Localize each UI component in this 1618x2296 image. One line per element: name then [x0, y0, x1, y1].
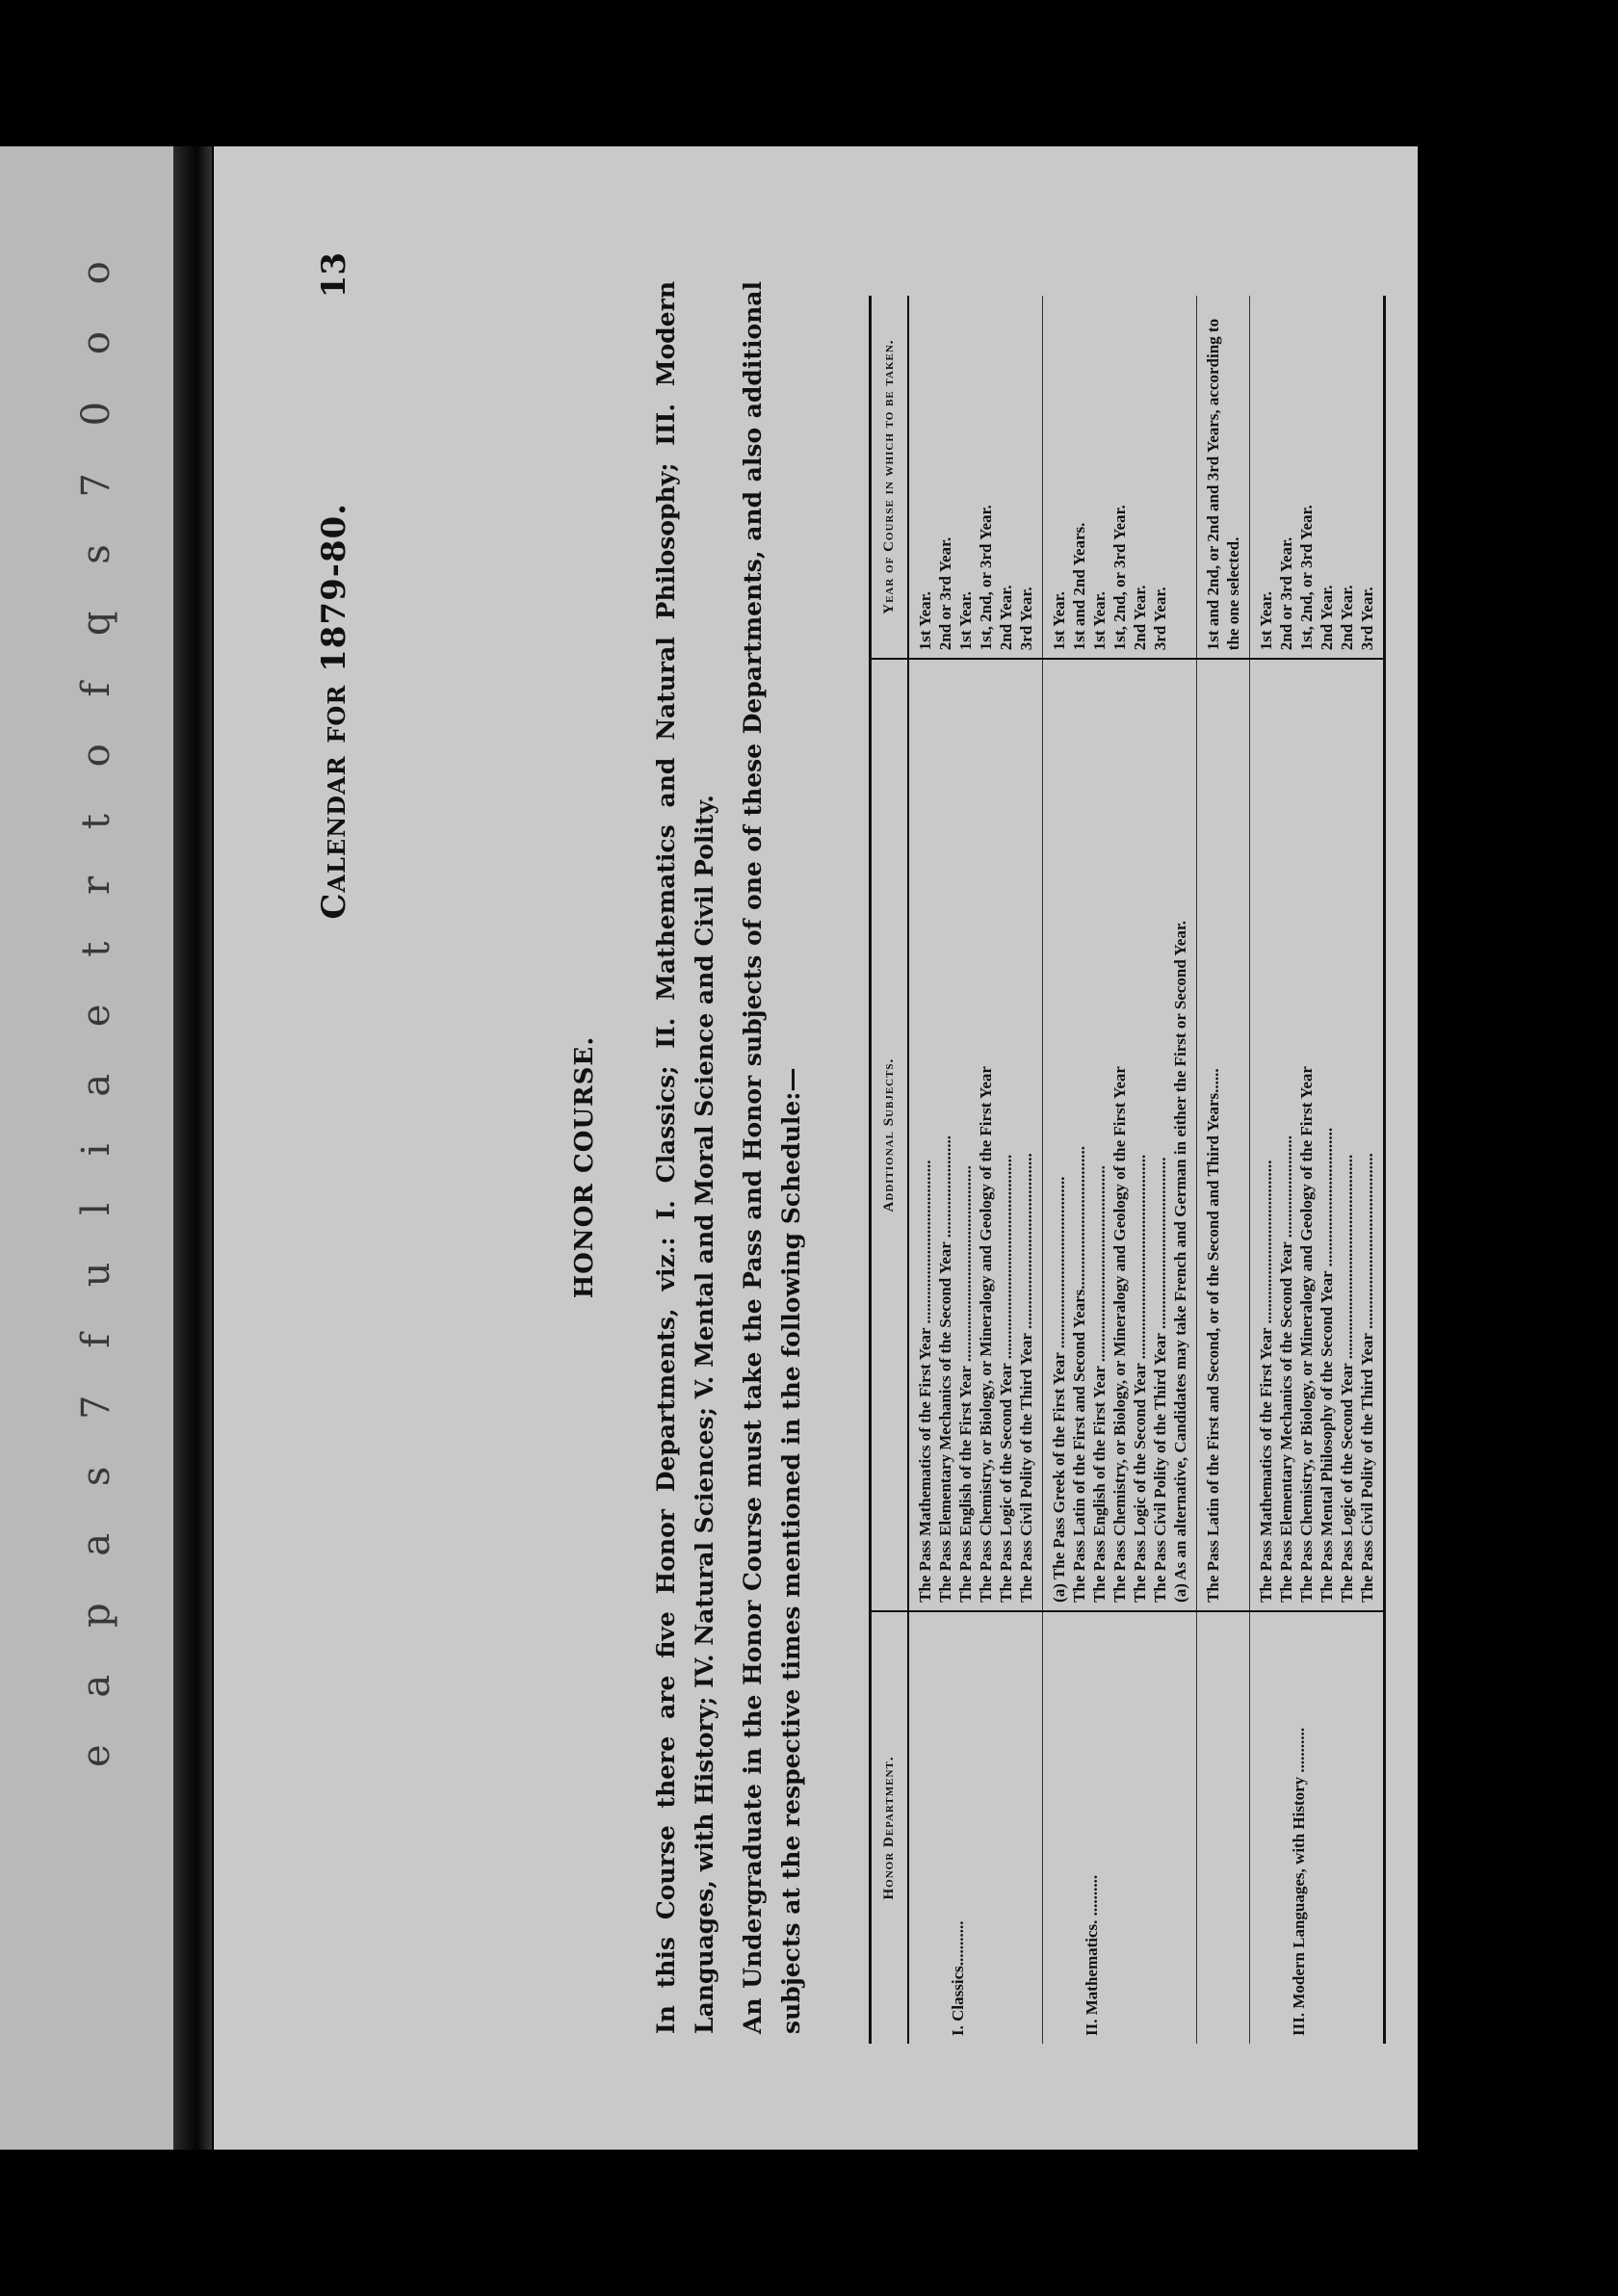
year-line: 3rd Year.: [1358, 587, 1376, 651]
subject-footnote: (a) As an alternative, Candidates may take French and German in either the First or Second Year.: [1171, 920, 1189, 1603]
subject-line: The Pass Mathematics of the First Year ........................................: [1257, 1160, 1275, 1603]
subject-line: The Pass Civil Polity of the Third Year ...........................................: [1017, 1153, 1035, 1603]
section-title: HONOR COURSE.: [570, 1035, 599, 1299]
table-row: [1197, 296, 1250, 2044]
running-title: Calendar for 1879-80.: [315, 503, 353, 920]
subject-line: The Pass Chemistry, or Biology, or Mineralogy and Geology of the First Year: [1110, 1066, 1129, 1603]
subject-line: The Pass Logic of the Second Year ..................................................: [1338, 1154, 1356, 1603]
subjects-cell: [1197, 659, 1250, 1611]
year-line: 1st Year.: [1257, 591, 1275, 651]
subject-line: The Pass Latin of the First and Second, or of the Second and Third Years......: [1204, 1068, 1222, 1603]
book-gutter: [173, 146, 212, 2150]
year-line: 2nd Year.: [1131, 585, 1149, 651]
subjects-cell: [1043, 659, 1197, 1611]
year-line: 1st Year.: [916, 591, 934, 651]
year-line: 1st and 2nd, or 2nd and 3rd Years, according to the one selected.: [1204, 318, 1242, 651]
year-line: 1st Year.: [1050, 591, 1068, 651]
subjects-cell: [908, 659, 1043, 1611]
header-department: Honor Department.: [871, 1611, 909, 2044]
subject-line: The Pass Logic of the Second Year ..................................................: [1131, 1154, 1149, 1603]
year-line: 2nd or 3rd Year.: [936, 536, 954, 651]
subject-line: The Pass Chemistry, or Biology, or Mineralogy and Geology of the First Year: [1297, 1066, 1316, 1603]
header-subjects: Additional Subjects.: [871, 659, 909, 1611]
subject-line: The Pass Chemistry, or Biology, or Mineralogy and Geology of the First Year: [977, 1066, 995, 1603]
subject-line: The Pass Civil Polity of the Third Year ..........................................: [1151, 1157, 1169, 1603]
year-line: 2nd Year.: [1338, 585, 1356, 651]
year-line: 1st and 2nd Years.: [1070, 522, 1088, 651]
year-line: 1st, 2nd, or 3rd Year.: [1297, 505, 1316, 651]
department-cell: I. Classics...........: [908, 1611, 1043, 2044]
subject-line: The Pass English of the First Year ................................................: [1090, 1165, 1109, 1603]
table-row: [1043, 296, 1197, 2044]
previous-page-text: e a p a s 7 f u l i a e t r t o f q s 7 0 o o: [74, 244, 118, 1767]
subject-line: The Pass Elementary Mechanics of the Second Year .........................: [1277, 1135, 1295, 1603]
subject-line: The Pass English of the First Year ................................................: [956, 1165, 975, 1603]
department-cell: III. Modern Languages, with History ...........: [1250, 1611, 1385, 2044]
year-line: 2nd Year.: [1318, 585, 1336, 651]
year-cell: [1250, 296, 1385, 659]
year-line: 1st Year.: [1090, 591, 1109, 651]
year-line: 1st, 2nd, or 3rd Year.: [1110, 505, 1129, 651]
page-header: [315, 223, 363, 2111]
rotated-content: [238, 185, 1394, 2111]
year-cell: [1197, 296, 1250, 659]
year-line: 1st Year.: [956, 591, 975, 651]
table-header-row: [871, 296, 909, 2044]
subject-line: The Pass Civil Polity of the Third Year ...........................................: [1358, 1153, 1376, 1603]
year-line: 2nd or 3rd Year.: [1277, 536, 1295, 651]
requirements-paragraph: An Undergraduate in the Honor Course must take the Pass and Honor subjects of one of these Departments, and also additional subjects at the respective times mentioned in the following Schedule:—: [739, 281, 805, 2034]
subject-line: The Pass Logic of the Second Year ..................................................: [997, 1154, 1015, 1603]
table-row: [908, 296, 1043, 2044]
year-line: 3rd Year.: [1017, 587, 1035, 651]
year-line: 2nd Year.: [997, 585, 1015, 651]
subject-line: (a) The Pass Greek of the First Year ..........................................: [1050, 1176, 1068, 1603]
honor-schedule-table: [869, 296, 1386, 2044]
subject-line: The Pass Mental Philosophy of the Second Year ..................................: [1318, 1127, 1336, 1603]
subject-line: The Pass Latin of the First and Second Years...................................: [1070, 1145, 1088, 1603]
year-cell: [1043, 296, 1197, 659]
subject-line: The Pass Mathematics of the First Year ........................................: [916, 1160, 934, 1603]
department-cell: II. Mathematics. ..........: [1043, 1611, 1197, 2044]
previous-page-edge: [0, 146, 185, 2150]
intro-paragraph: In this Course there are five Honor Departments, viz.: I. Classics; II. Mathematics and Natural Philosophy; III. Modern Languages, with History; IV. Natural Sciences; V. Mental and Moral Science and Civil Polity.: [652, 281, 718, 2034]
header-year: Year of Course in which to be taken.: [871, 296, 909, 659]
page-number: 13: [315, 252, 353, 299]
document-page: [214, 146, 1418, 2150]
table-row: [1250, 296, 1385, 2044]
year-line: 3rd Year.: [1151, 587, 1169, 651]
department-cell: [1197, 1611, 1250, 2044]
year-line: 1st, 2nd, or 3rd Year.: [977, 505, 995, 651]
subject-line: The Pass Elementary Mechanics of the Second Year .........................: [936, 1135, 954, 1603]
year-cell: [908, 296, 1043, 659]
subjects-cell: [1250, 659, 1385, 1611]
